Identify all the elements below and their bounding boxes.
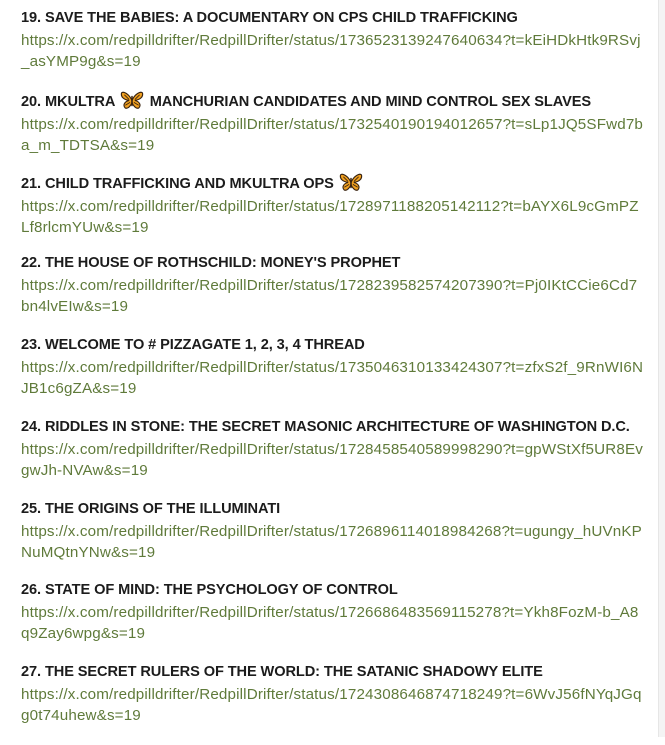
entry-title-part: 21. CHILD TRAFFICKING AND MKULTRA OPS	[21, 175, 334, 192]
entry-link[interactable]: https://x.com/redpilldrifter/RedpillDrifter/status/1735046310133424307?t=zfxS2f_9RnWI6NJB1c6gZA&s=19	[21, 359, 644, 397]
list-item	[21, 418, 649, 500]
list-item	[21, 9, 649, 91]
list-item	[21, 254, 649, 336]
butterfly-emoji-icon	[120, 91, 144, 110]
entry-link[interactable]: https://x.com/redpilldrifter/RedpillDrifter/status/1728239582574207390?t=Pj0IKtCCie6Cd7bn4lvEIw&s=19	[21, 277, 638, 316]
thread-link-list	[21, 9, 649, 745]
butterfly-emoji-icon	[339, 173, 363, 192]
entry-title: 26. STATE OF MIND: THE PSYCHOLOGY OF CONTROL	[21, 582, 398, 599]
entry-title	[21, 91, 649, 112]
list-item	[21, 336, 649, 418]
list-item	[21, 173, 649, 255]
entry-link[interactable]: https://x.com/redpilldrifter/RedpillDrifter/status/1724308646874718249?t=6WvJ56fNYqJGqg0t74uhew&s=19	[21, 686, 642, 724]
entry-link[interactable]: https://x.com/redpilldrifter/RedpillDrifter/status/1728458540589998290?t=gpWStXf5UR8EvgwJh-NVAw&s=19	[21, 440, 644, 479]
entry-title: 22. THE HOUSE OF ROTHSCHILD: MONEY'S PROPHET	[21, 255, 401, 272]
entry-link[interactable]: https://x.com/redpilldrifter/RedpillDrifter/status/1728971188205142112?t=bAYX6L9cGmPZLf8rlcmYUw&s=19	[21, 197, 639, 236]
entry-title-part: 20. MKULTRA	[21, 93, 115, 110]
list-item	[21, 663, 649, 745]
list-item	[21, 581, 649, 663]
scrollbar-track[interactable]	[659, 0, 665, 737]
list-item	[21, 500, 649, 582]
entry-link[interactable]: https://x.com/redpilldrifter/RedpillDrifter/status/1736523139247640634?t=kEiHDkHtk9RSvj_asYMP9g&s=19	[21, 32, 641, 70]
entry-title: 23. WELCOME TO # PIZZAGATE 1, 2, 3, 4 THREAD	[21, 337, 365, 353]
entry-title: 25. THE ORIGINS OF THE ILLUMINATI	[21, 500, 281, 517]
list-item	[21, 91, 649, 173]
entry-link[interactable]: https://x.com/redpilldrifter/RedpillDrifter/status/1726896114018984268?t=ugungy_hUVnKPNuMQtnYNw&s=19	[21, 522, 642, 561]
entry-link[interactable]: https://x.com/redpilldrifter/RedpillDrifter/status/1726686483569115278?t=Ykh8FozM-b_A8q9Zay6wpg&s=19	[21, 604, 639, 643]
entry-title: 24. RIDDLES IN STONE: THE SECRET MASONIC ARCHITECTURE OF WASHINGTON D.C.	[21, 418, 630, 435]
entry-title: 27. THE SECRET RULERS OF THE WORLD: THE SATANIC SHADOWY ELITE	[21, 664, 543, 680]
entry-title: 19. SAVE THE BABIES: A DOCUMENTARY ON CPS CHILD TRAFFICKING	[21, 10, 518, 26]
entry-title	[21, 173, 649, 194]
entry-link[interactable]: https://x.com/redpilldrifter/RedpillDrifter/status/1732540190194012657?t=sLp1JQ5SFwd7ba_m_TDTSA&s=19	[21, 115, 644, 154]
entry-title-part: MANCHURIAN CANDIDATES AND MIND CONTROL SEX SLAVES	[149, 93, 592, 110]
